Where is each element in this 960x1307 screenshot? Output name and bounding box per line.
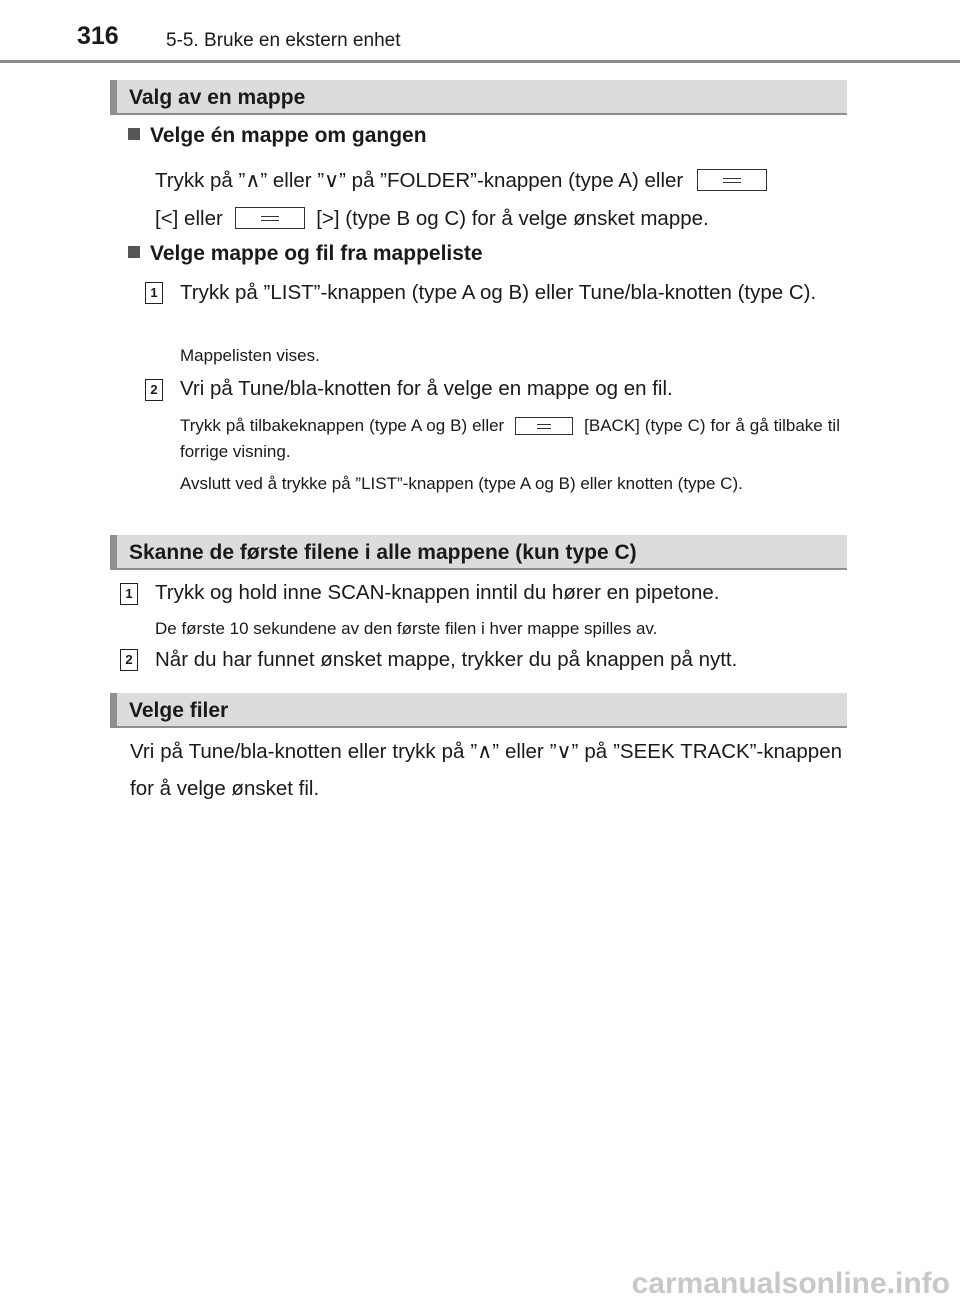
button-icon: [235, 207, 305, 229]
paragraph-folder-buttons: Trykk på ”∧” eller ”∨” på ”FOLDER”-knappen (type A) eller: [155, 162, 845, 199]
files-paragraph: Vri på Tune/bla-knotten eller trykk på ”∧” eller ”∨” på ”SEEK TRACK”-knappen for å velge ønsket fil.: [130, 740, 842, 800]
step-1-note: Mappelisten vises.: [180, 346, 320, 365]
section-title: Valg av en mappe: [129, 86, 306, 109]
paragraph-folder-buttons-2: [<] eller [>] (type B og C) for å velge ønsket mappe.: [155, 207, 709, 230]
subheading-folder-list: Velge mappe og fil fra mappeliste: [128, 242, 483, 266]
step-1-text: Trykk på ”LIST”-knappen (type A og B) eller Tune/bla-knotten (type C).: [180, 281, 817, 304]
section-title: Skanne de første filene i alle mappene (kun type C): [129, 541, 637, 564]
step-number-1: 1: [120, 583, 138, 605]
header-rule: [0, 60, 960, 63]
section-header-files: [110, 693, 847, 728]
bullet-square-icon: [128, 128, 140, 140]
section-header-folder: [110, 80, 847, 115]
section-title: Velge filer: [129, 699, 229, 722]
step-number-2: 2: [120, 649, 138, 671]
scan-step-1-note: De første 10 sekundene av den første filen i hver mappe spilles av.: [155, 619, 658, 638]
watermark: carmanualsonline.info: [631, 1267, 950, 1300]
step-2-note-exit: Avslutt ved å trykke på ”LIST”-knappen (type A og B) eller knotten (type C).: [180, 474, 743, 493]
button-icon: [515, 417, 573, 435]
scan-step-1-text: Trykk og hold inne SCAN-knappen inntil du hører en pipetone.: [155, 581, 720, 604]
step-2-note-back: Trykk på tilbakeknappen (type A og B) eller [BACK] (type C) for å gå tilbake til forrige visning.: [180, 416, 840, 461]
button-icon: [697, 169, 767, 191]
bullet-square-icon: [128, 246, 140, 258]
page-number: 316: [77, 22, 119, 50]
chapter-title: 5-5. Bruke en ekstern enhet: [166, 30, 401, 51]
section-header-scan: [110, 535, 847, 570]
scan-step-2-text: Når du har funnet ønsket mappe, trykker du på knappen på nytt.: [155, 648, 738, 671]
step-number-1: 1: [145, 282, 163, 304]
subheading-one-folder: Velge én mappe om gangen: [128, 124, 427, 148]
step-2-text: Vri på Tune/bla-knotten for å velge en mappe og en fil.: [180, 377, 673, 400]
step-number-2: 2: [145, 379, 163, 401]
